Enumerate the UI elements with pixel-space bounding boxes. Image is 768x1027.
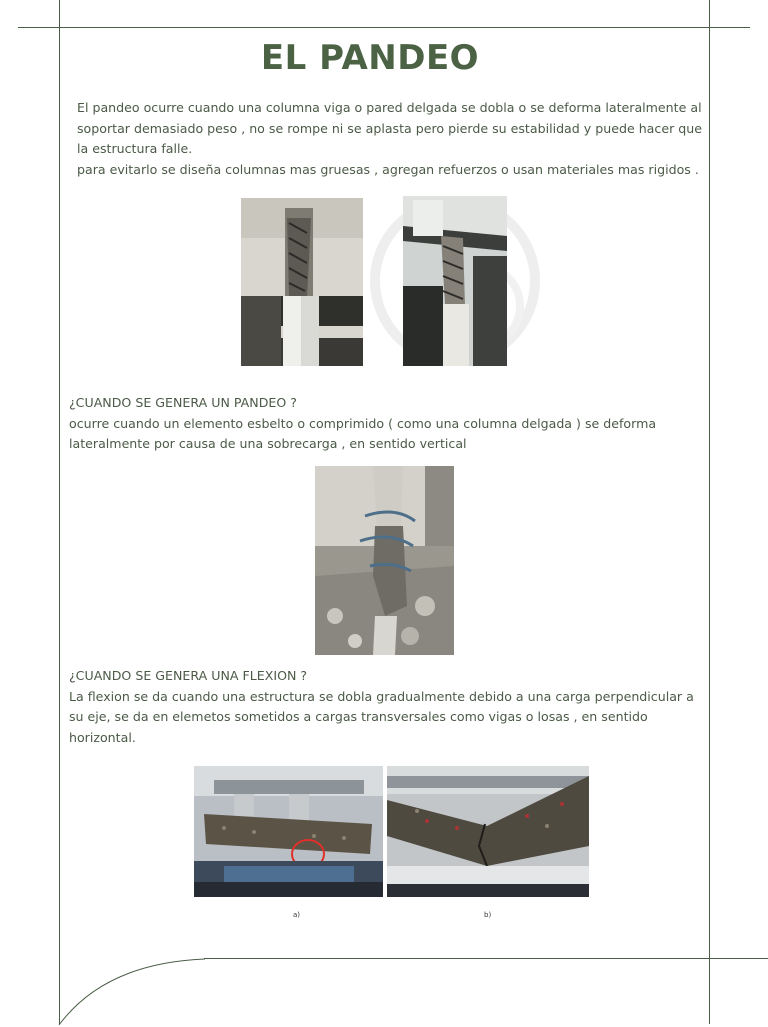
intro-line: soportar demasiado peso , no se rompe ni se aplasta pero pierde su estabilidad y puede hacer que <box>77 120 702 136</box>
frame-right-line <box>709 0 710 1024</box>
pandeo-text-line: ocurre cuando un elemento esbelto o comprimido ( como una columna delgada ) se deforma <box>69 415 657 431</box>
flexion-section <box>69 666 694 748</box>
flexion-heading: ¿CUANDO SE GENERA UNA FLEXION ? <box>69 668 308 683</box>
flexion-text-line: La flexion se da cuando una estructura se dobla gradualmente debido a una carga perpendicular a <box>69 688 694 704</box>
flexion-text-line: su eje, se da en elemetos sometidos a cargas transversales como vigas o losas , en sentido <box>69 709 648 724</box>
frame-left-line <box>59 0 60 1024</box>
intro-line: para evitarlo se diseña columnas mas gruesas , agregan refuerzos o usan materiales mas rigidos . <box>77 161 699 177</box>
intro-line: la estructura falle. <box>77 141 193 156</box>
figure-caption-b: b) <box>484 911 492 919</box>
beam-flexion-photo-b <box>387 766 589 897</box>
frame-bottom-curve <box>55 955 215 1027</box>
damaged-column-photo <box>315 466 454 655</box>
pandeo-section <box>69 393 694 455</box>
intro-paragraph <box>77 98 702 180</box>
figure-caption-a: a) <box>293 911 301 919</box>
beam-flexion-photo-a <box>194 766 383 897</box>
pandeo-text-line: lateralmente por causa de una sobrecarga , en sentido vertical <box>69 436 467 451</box>
buckled-column-photo-2 <box>403 196 507 366</box>
frame-bottom-line <box>204 958 768 959</box>
frame-top-line <box>18 27 750 28</box>
pandeo-heading: ¿CUANDO SE GENERA UN PANDEO ? <box>69 395 297 410</box>
flexion-text-line: horizontal. <box>69 729 136 745</box>
intro-line: El pandeo ocurre cuando una columna viga o pared delgada se dobla o se deforma lateralmente al <box>77 100 702 115</box>
buckled-column-photo-1 <box>241 198 363 366</box>
page-title: EL PANDEO <box>260 38 480 78</box>
